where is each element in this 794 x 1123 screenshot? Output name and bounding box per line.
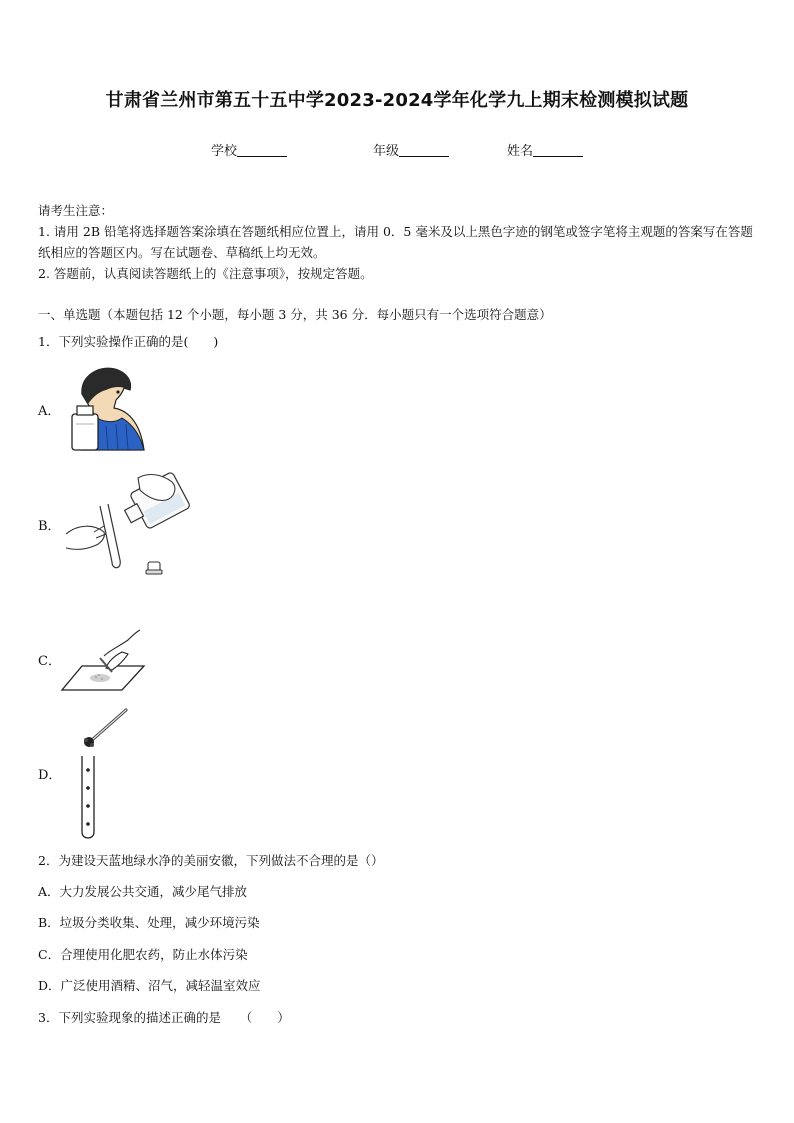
name-blank[interactable]: [533, 142, 583, 157]
q1-option-c-label[interactable]: C．: [38, 654, 61, 669]
grade-label: 年级: [373, 144, 400, 159]
notice-item-2: 2. 答题前，认真阅读答题纸上的《注意事项》，按规定答题。: [38, 266, 373, 281]
question-3-stem: 3．下列实验现象的描述正确的是 （ ）: [38, 1010, 290, 1025]
question-1-stem: 1．下列实验操作正确的是( ): [38, 334, 219, 349]
name-label: 姓名: [507, 144, 534, 159]
placing-paper-icon: [62, 628, 152, 694]
smelling-bottle-icon: [66, 364, 146, 454]
q2-option-c[interactable]: C．合理使用化肥农药，防止水体污染: [38, 947, 248, 962]
name-field: [507, 140, 583, 159]
school-field: [211, 140, 287, 159]
grade-blank[interactable]: [399, 142, 449, 157]
q2-option-a[interactable]: A．大力发展公共交通，减少尾气排放: [38, 884, 248, 899]
q1-option-a-label[interactable]: A．: [38, 404, 61, 419]
q1-option-b-label[interactable]: B．: [38, 519, 61, 534]
grade-field: [373, 140, 449, 159]
question-2-stem: 2．为建设天蓝地绿水净的美丽安徽，下列做法不合理的是（）: [38, 853, 384, 868]
q2-option-d[interactable]: D．广泛使用酒精、沼气，减轻温室效应: [38, 978, 261, 993]
q1-option-d-label[interactable]: D．: [38, 768, 62, 783]
notice-heading: 请考生注意：: [38, 203, 114, 218]
page-title: 甘肃省兰州市第五十五中学2023-2024学年化学九上期末检测模拟试题: [105, 90, 689, 111]
school-blank[interactable]: [237, 142, 287, 157]
q2-option-b[interactable]: B．垃圾分类收集、处理，减少环境污染: [38, 915, 260, 930]
school-label: 学校: [211, 144, 238, 159]
notice-item-1: 1. 请用 2B 铅笔将选择题答案涂填在答题纸相应位置上，请用 0．5 毫米及以上黑色字迹的钢笔或签字笔将主观题的答案写在答题纸相应的答题区内。写在试题卷、草稿纸上均无效。: [38, 224, 753, 260]
section-heading: 一、单选题（本题包括 12 个小题，每小题 3 分，共 36 分．每小题只有一个选项符合题意）: [38, 307, 552, 322]
pouring-liquid-icon: [64, 466, 194, 581]
adding-solid-to-tube-icon: [78, 704, 134, 840]
